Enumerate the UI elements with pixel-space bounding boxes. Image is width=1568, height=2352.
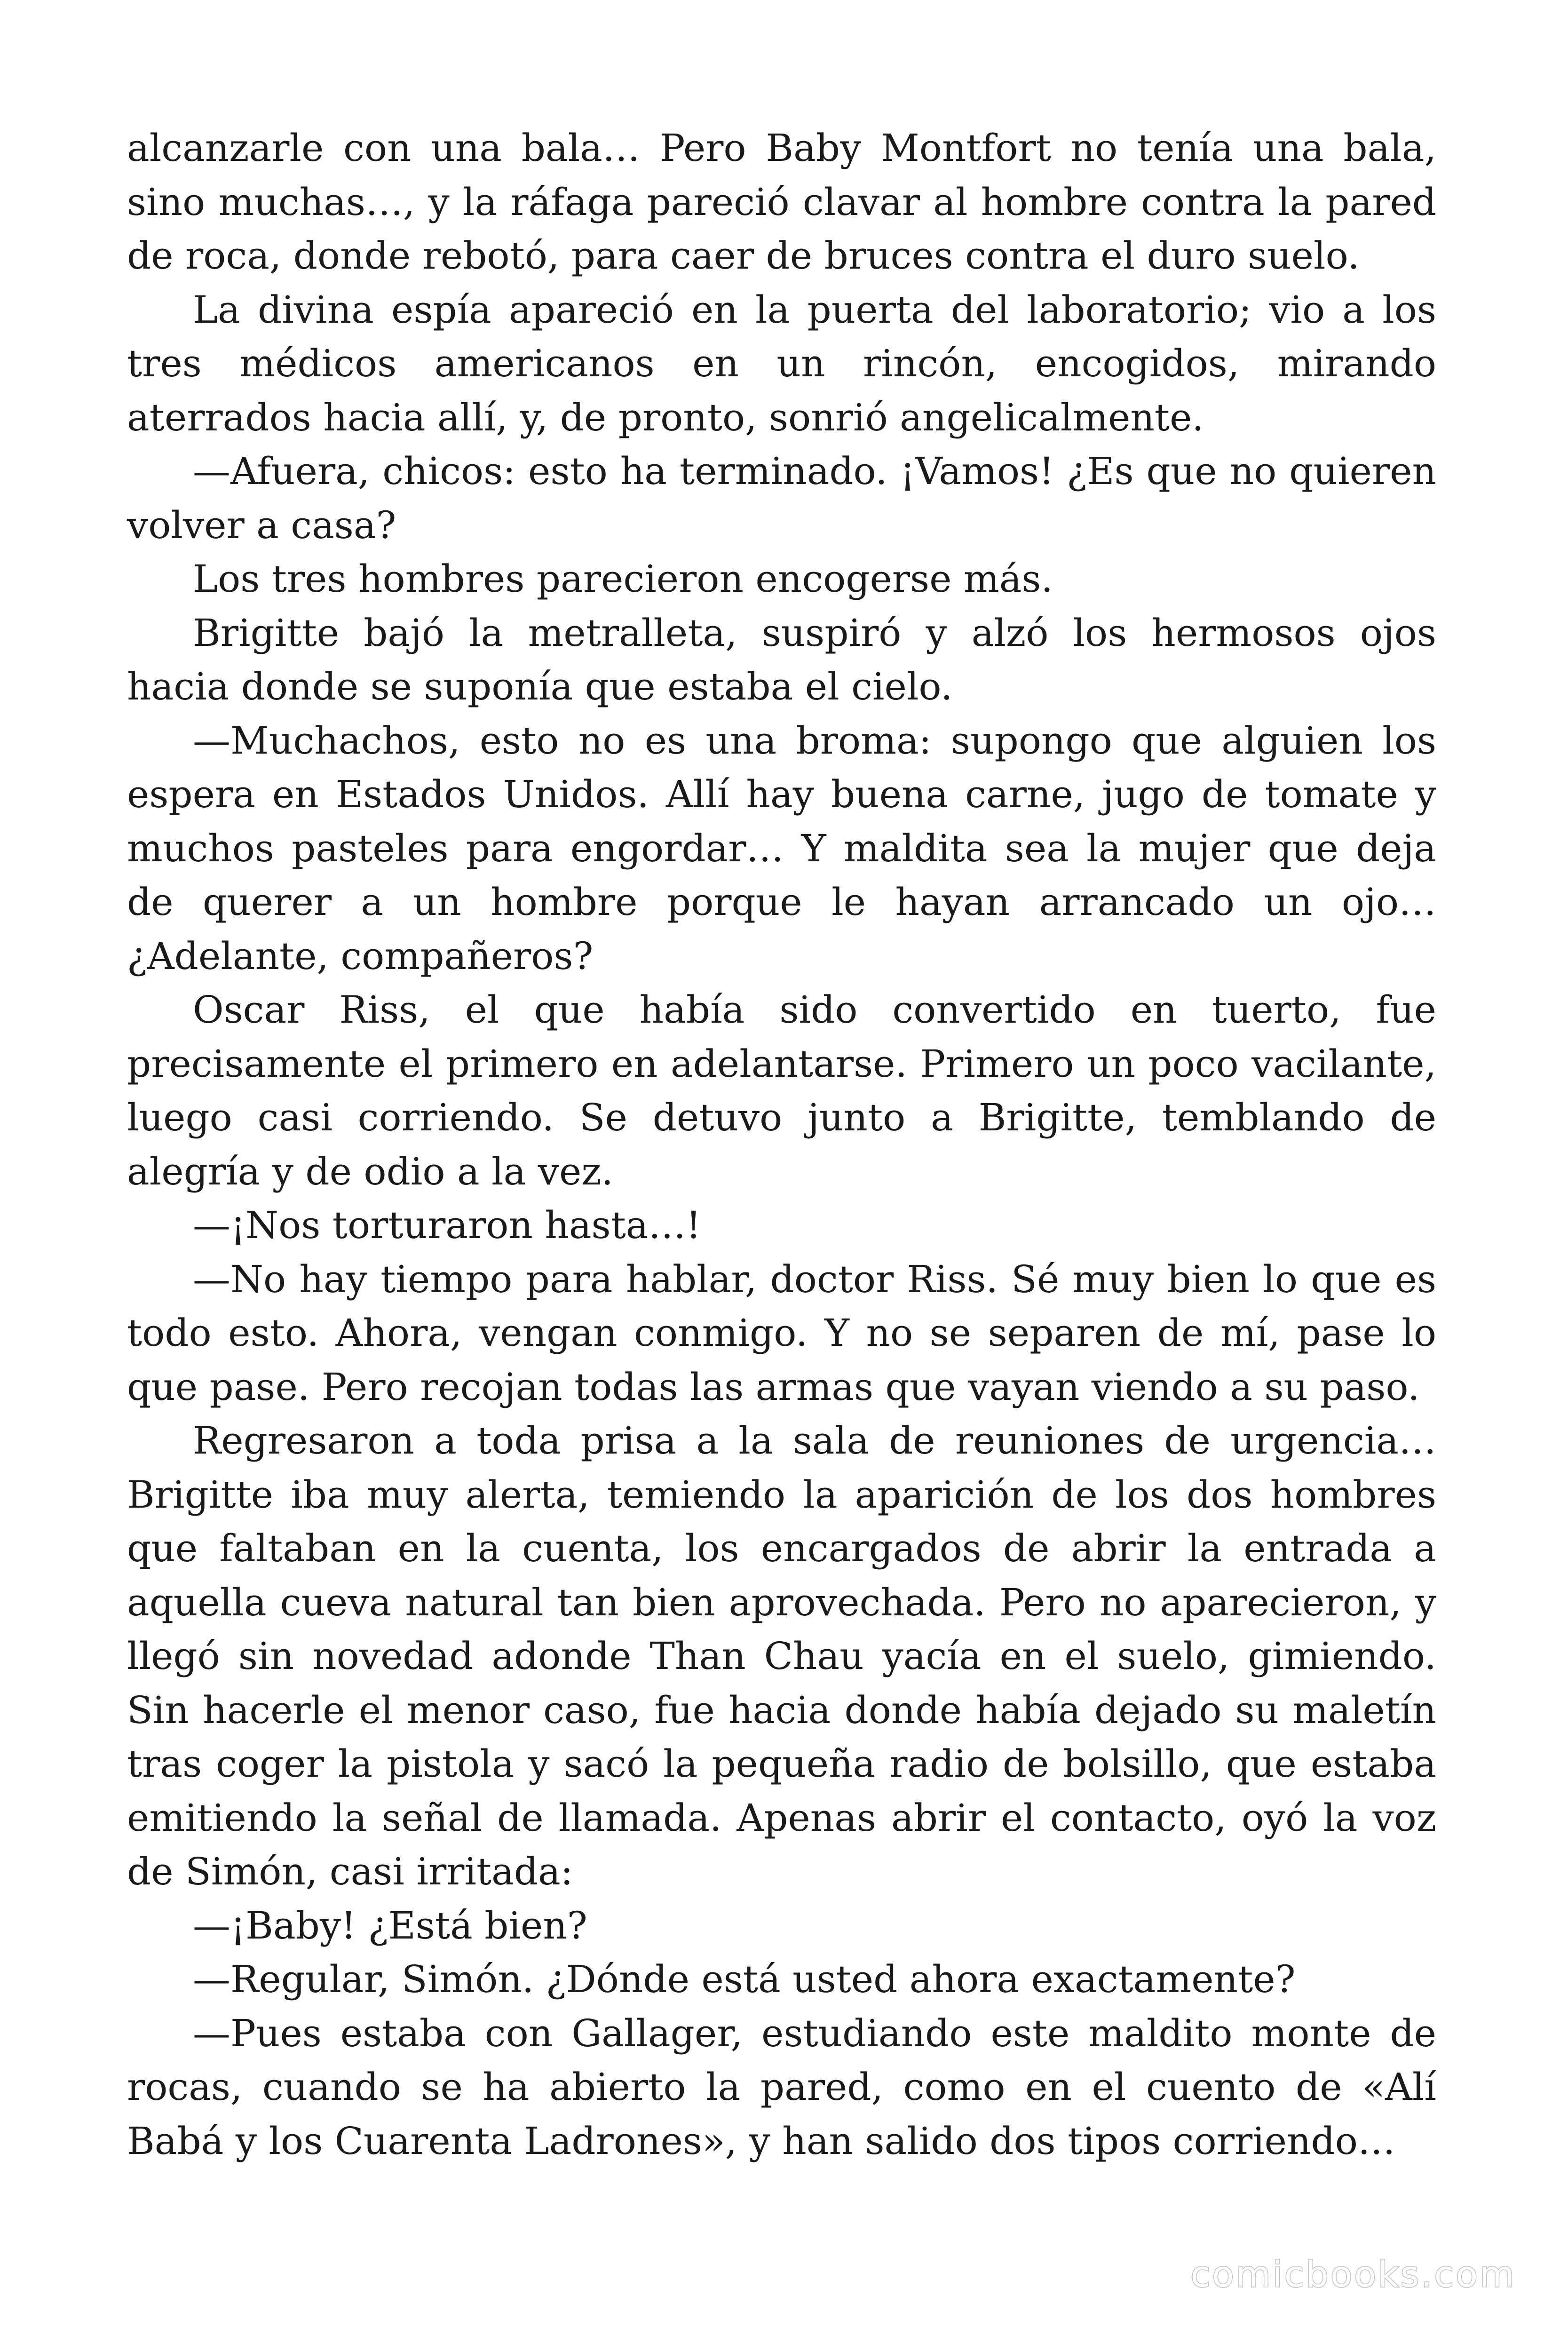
paragraph: Brigitte bajó la metralleta, suspiró y alzó los hermosos ojos hacia donde se suponía que estaba el cielo. <box>127 611 1436 708</box>
body-text <box>127 121 1436 2168</box>
paragraph: Regresaron a toda prisa a la sala de reuniones de urgencia… Brigitte iba muy alerta, temiendo la aparición de los dos hombres que faltaban en la cuenta, los encargados de abrir la entrada a aquella cueva natural tan bien aprovechada. Pero no aparecieron, y llegó sin novedad adonde Than Chau yacía en el suelo, gimiendo. Sin hacerle el menor caso, fue hacia donde había dejado su maletín tras coger la pistola y sacó la pequeña radio de bolsillo, que estaba emitiendo la señal de llamada. Apenas abrir el contacto, oyó la voz de Simón, casi irritada: <box>127 1419 1436 1893</box>
paragraph: —Muchachos, esto no es una broma: supongo que alguien los espera en Estados Unidos. Allí hay buena carne, jugo de tomate y muchos pasteles para engordar… Y maldita sea la mujer que deja de querer a un hombre porque le hayan arrancado un ojo… ¿Adelante, compañeros? <box>127 718 1436 978</box>
paragraph: Oscar Riss, el que había sido convertido en tuerto, fue precisamente el primero en adelantarse. Primero un poco vacilante, luego casi corriendo. Se detuvo junto a Brigitte, temblando de alegría y de odio a la vez. <box>127 988 1436 1193</box>
paragraph: —¡Baby! ¿Está bien? <box>193 1903 587 1947</box>
paragraph: La divina espía apareció en la puerta del laboratorio; vio a los tres médicos americanos en un rincón, encogidos, mirando aterrados hacia allí, y, de pronto, sonrió angelicalmente. <box>127 287 1436 439</box>
paragraph: —¡Nos torturaron hasta…! <box>193 1203 701 1247</box>
paragraph: —Regular, Simón. ¿Dónde está usted ahora exactamente? <box>193 1957 1296 2001</box>
paragraph: —Afuera, chicos: esto ha terminado. ¡Vamos! ¿Es que no quieren volver a casa? <box>127 449 1436 547</box>
paragraph: Los tres hombres parecieron encogerse más. <box>193 557 1053 601</box>
watermark: comicbooks.com <box>1190 2253 1516 2295</box>
paragraph: alcanzarle con una bala… Pero Baby Montfort no tenía una bala, sino muchas…, y la ráfaga pareció clavar al hombre contra la pared de roca, donde rebotó, para caer de bruces contra el duro suelo. <box>127 126 1436 278</box>
paragraph: —Pues estaba con Gallager, estudiando este maldito monte de rocas, cuando se ha abierto la pared, como en el cuento de «Alí Babá y los Cuarenta Ladrones», y han salido dos tipos corriendo… <box>127 2011 1436 2163</box>
paragraph: —No hay tiempo para hablar, doctor Riss. Sé muy bien lo que es todo esto. Ahora, vengan conmigo. Y no se separen de mí, pase lo que pase. Pero recojan todas las armas que vayan viendo a su paso. <box>127 1257 1436 1409</box>
